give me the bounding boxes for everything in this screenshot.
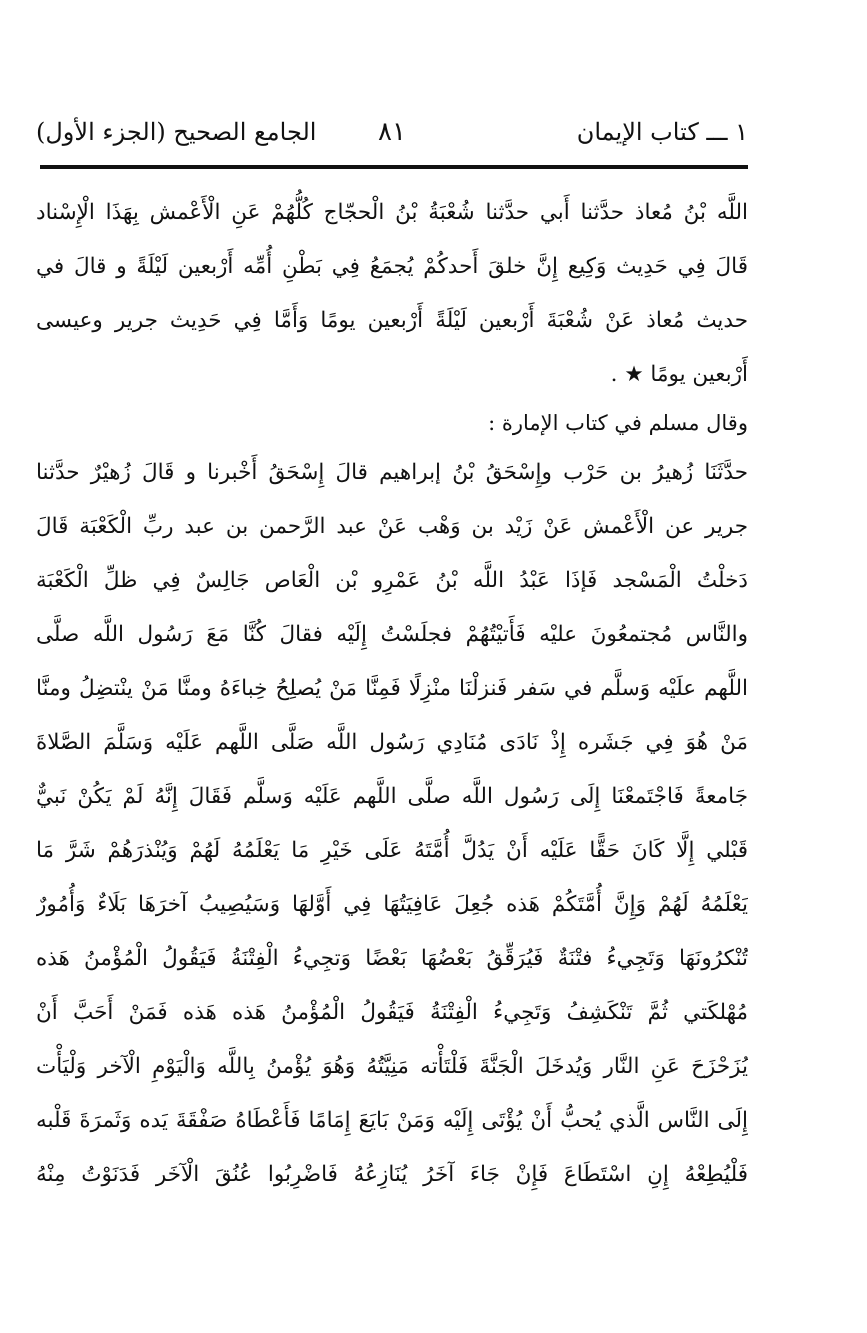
text-line: يُزَحْزَحَ عَنِ النَّار وَيُدخَلَ الْجَنَّةَ فَلْتَأْته مَنِيَّتُهُ وَهُوَ يُؤْمنُ بِاللَّه وَالْيَوْمِ الْآخر وَلْيَأْت <box>36 1054 748 1079</box>
text-line: دَخلْتُ الْمَسْجد فَإذَا عَبْدُ اللَّه بْنُ عَمْرِو بْن الْعَاص جَالِسٌ فِي ظلِّ الْكَعْبَة <box>36 568 748 593</box>
text-line: اللَّهم علَيْه وَسلَّم في سَفر فَنزلْنَا منْزِلًا فَمِنَّا مَنْ يُصلِحُ خِباءَهُ ومنَّا مَنْ ينْتضِلُ ومنَّا <box>36 676 748 701</box>
text-line: يَعْلَمُهُ لَهُمْ وَإِنَّ أُمَّتَكُمْ هَذه جُعِلَ عَافِيَتُهَا فِي أَوَّلهَا وَسَيُصِيبُ آخرَهَا بَلَاءٌ وَأُمُورٌ <box>36 892 748 917</box>
text-line: والنَّاس مُجتمعُونَ عليْه فَأَتيْتُهُمْ فجلَسْتُ إِلَيْه فقالَ كُنَّا مَعَ رَسُول اللَّه صلَّى <box>36 622 748 647</box>
text-line: مَنْ هُوَ فِي جَشَره إِذْ نَادَى مُنَادِي رَسُول اللَّه صَلَّى اللَّهم عَلَيْه وَسَلَّمَ الصَّلاةَ <box>36 730 748 755</box>
page-number: ٨١ <box>378 117 406 147</box>
chapter-title: ١ ـــ كتاب الإيمان <box>576 118 748 146</box>
text-line: تُنْكرُونَهَا وَتَجِيءُ فتْنَةٌ فَيُرَقِّقُ بَعْضُهَا بَعْضًا وَتجِيءُ الْفِتْنَةُ فَيَقُولُ الْمُؤْمنُ هَذه <box>36 946 748 971</box>
body-text <box>36 186 748 1202</box>
text-line: جرير عن الْأَعْمش عَنْ زَيْد بن وَهْب عَنْ عبد الرَّحمن بن عبد ربِّ الْكَعْبَة قَالَ <box>36 514 748 539</box>
text-line: قَالَ فِي حَدِيث وَكِيع إِنَّ خلقَ أَحدكُمْ يُجمَعُ فِي بَطْنِ أُمِّه أَرْبعين لَيْلَةً و قالَ في <box>36 254 748 279</box>
text-line: حدَّثَنَا زُهيرُ بن حَرْب وإِسْحَقُ بْنُ إبراهيم قالَ إِسْحَقُ أَخْبرنا و قَالَ زُهيْرٌ حدَّثنا <box>36 460 748 485</box>
text-line-end-of-paragraph: أَرْبعين يومًا ★ . <box>610 362 748 387</box>
text-line: اللَّه بْنُ مُعاذ حدَّثنا أَبي حدَّثنا شُعْبَةُ بْنُ الْحجّاج كُلُّهُمْ عَنِ الْأَعْمش بِهَذَا الْإِسْناد <box>36 200 748 225</box>
text-line: حديث مُعاذ عَنْ شُعْبَةَ أَرْبعين لَيْلَةً أَرْبعين يومًا وَأَمَّا فِي حَدِيث جرير وعيسى <box>36 308 748 333</box>
book-title: الجامع الصحيح (الجزء الأول) <box>36 118 317 146</box>
text-line: فَلْيُطِعْهُ إِنِ اسْتَطَاعَ فَإِنْ جَاءَ آخَرُ يُنَازِعُهُ فَاضْرِبُوا عُنُقَ الْآخَر فَدَنَوْتُ مِنْهُ <box>36 1162 748 1187</box>
text-line: إِلَى النَّاس الَّذي يُحبُّ أَنْ يُؤْتَى إِلَيْه وَمَنْ بَايَعَ إِمَامًا فَأَعْطَاهُ صَفْقَةَ يَده وَثَمرَةَ قَلْبه <box>36 1108 748 1133</box>
running-header <box>36 112 748 152</box>
section-heading: وقال مسلم في كتاب الإمارة : <box>488 411 748 435</box>
text-line: قَبْلي إِلَّا كَانَ حَقًّا عَلَيْه أَنْ يَدُلَّ أُمَّتَهُ عَلَى خَيْرِ مَا يَعْلَمُهُ لَهُمْ وَيُنْذرَهُمْ شَرَّ مَا <box>36 838 748 863</box>
text-line: جَامعةً فَاجْتَمعْنَا إِلَى رَسُول اللَّه صلَّى اللَّهم عَلَيْه وَسلَّم فَقَالَ إِنَّهُ لَمْ يَكُنْ نَبيٌّ <box>36 784 748 809</box>
header-divider <box>40 165 748 169</box>
text-line: مُهْلكَتي ثُمَّ تَنْكَشِفُ وَتَجِيءُ الْفِتْنَةُ فَيَقُولُ الْمُؤْمنُ هَذه هَذه فَمَنْ أَحَبَّ أَنْ <box>36 1000 748 1025</box>
